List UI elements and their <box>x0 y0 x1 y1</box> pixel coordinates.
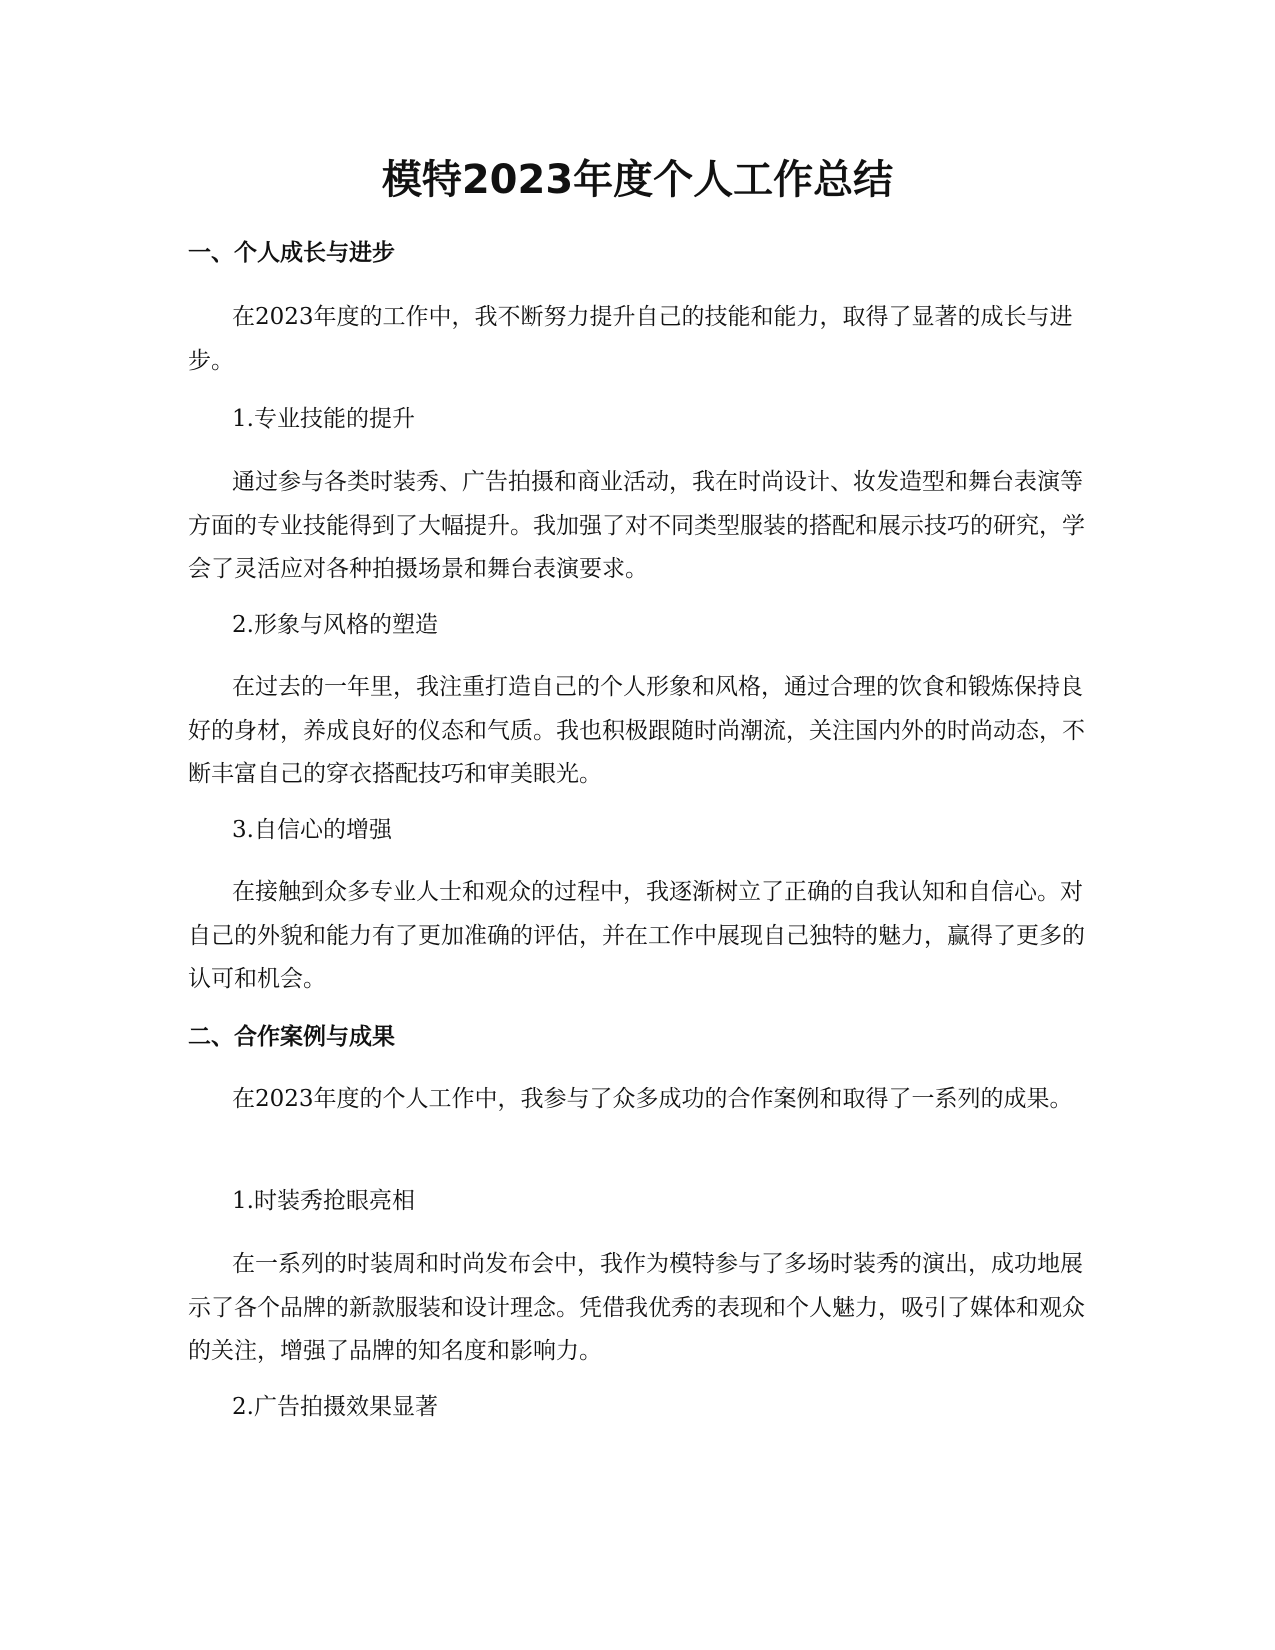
body-paragraph-professional-skills: 通过参与各类时装秀、广告拍摄和商业活动，我在时尚设计、妆发造型和舞台表演等方面的专业技能得到了大幅提升。我加强了对不同类型服装的搭配和展示技巧的研究，学会了灵活应对各种拍摄场景和舞台表演要求。 <box>188 469 1085 582</box>
subheading-professional-skills: 1.专业技能的提升 <box>232 406 415 432</box>
section-heading-personal-growth: 一、个人成长与进步 <box>188 240 395 266</box>
subheading-confidence: 3.自信心的增强 <box>232 817 392 843</box>
section-intro-paragraph: 在2023年度的工作中，我不断努力提升自己的技能和能力，取得了显著的成长与进步。 <box>188 304 1073 374</box>
subheading-advertising-shoot: 2.广告拍摄效果显著 <box>232 1394 438 1420</box>
section-intro-paragraph: 在2023年度的个人工作中，我参与了众多成功的合作案例和取得了一系列的成果。 <box>232 1086 1073 1112</box>
body-paragraph-image-style: 在过去的一年里，我注重打造自己的个人形象和风格，通过合理的饮食和锻炼保持良好的身材，养成良好的仪态和气质。我也积极跟随时尚潮流，关注国内外的时尚动态，不断丰富自己的穿衣搭配技巧和审美眼光。 <box>188 674 1085 787</box>
document-title: 模特2023年度个人工作总结 <box>381 157 894 203</box>
body-paragraph-confidence: 在接触到众多专业人士和观众的过程中，我逐渐树立了正确的自我认知和自信心。对自己的外貌和能力有了更加准确的评估，并在工作中展现自己独特的魅力，赢得了更多的认可和机会。 <box>188 879 1085 992</box>
section-heading-cooperation-results: 二、合作案例与成果 <box>188 1024 395 1050</box>
subheading-fashion-show: 1.时装秀抢眼亮相 <box>232 1188 415 1214</box>
body-paragraph-fashion-show: 在一系列的时装周和时尚发布会中，我作为模特参与了多场时装秀的演出，成功地展示了各个品牌的新款服装和设计理念。凭借我优秀的表现和个人魅力，吸引了媒体和观众的关注，增强了品牌的知名度和影响力。 <box>188 1251 1085 1364</box>
subheading-image-style: 2.形象与风格的塑造 <box>232 612 438 638</box>
